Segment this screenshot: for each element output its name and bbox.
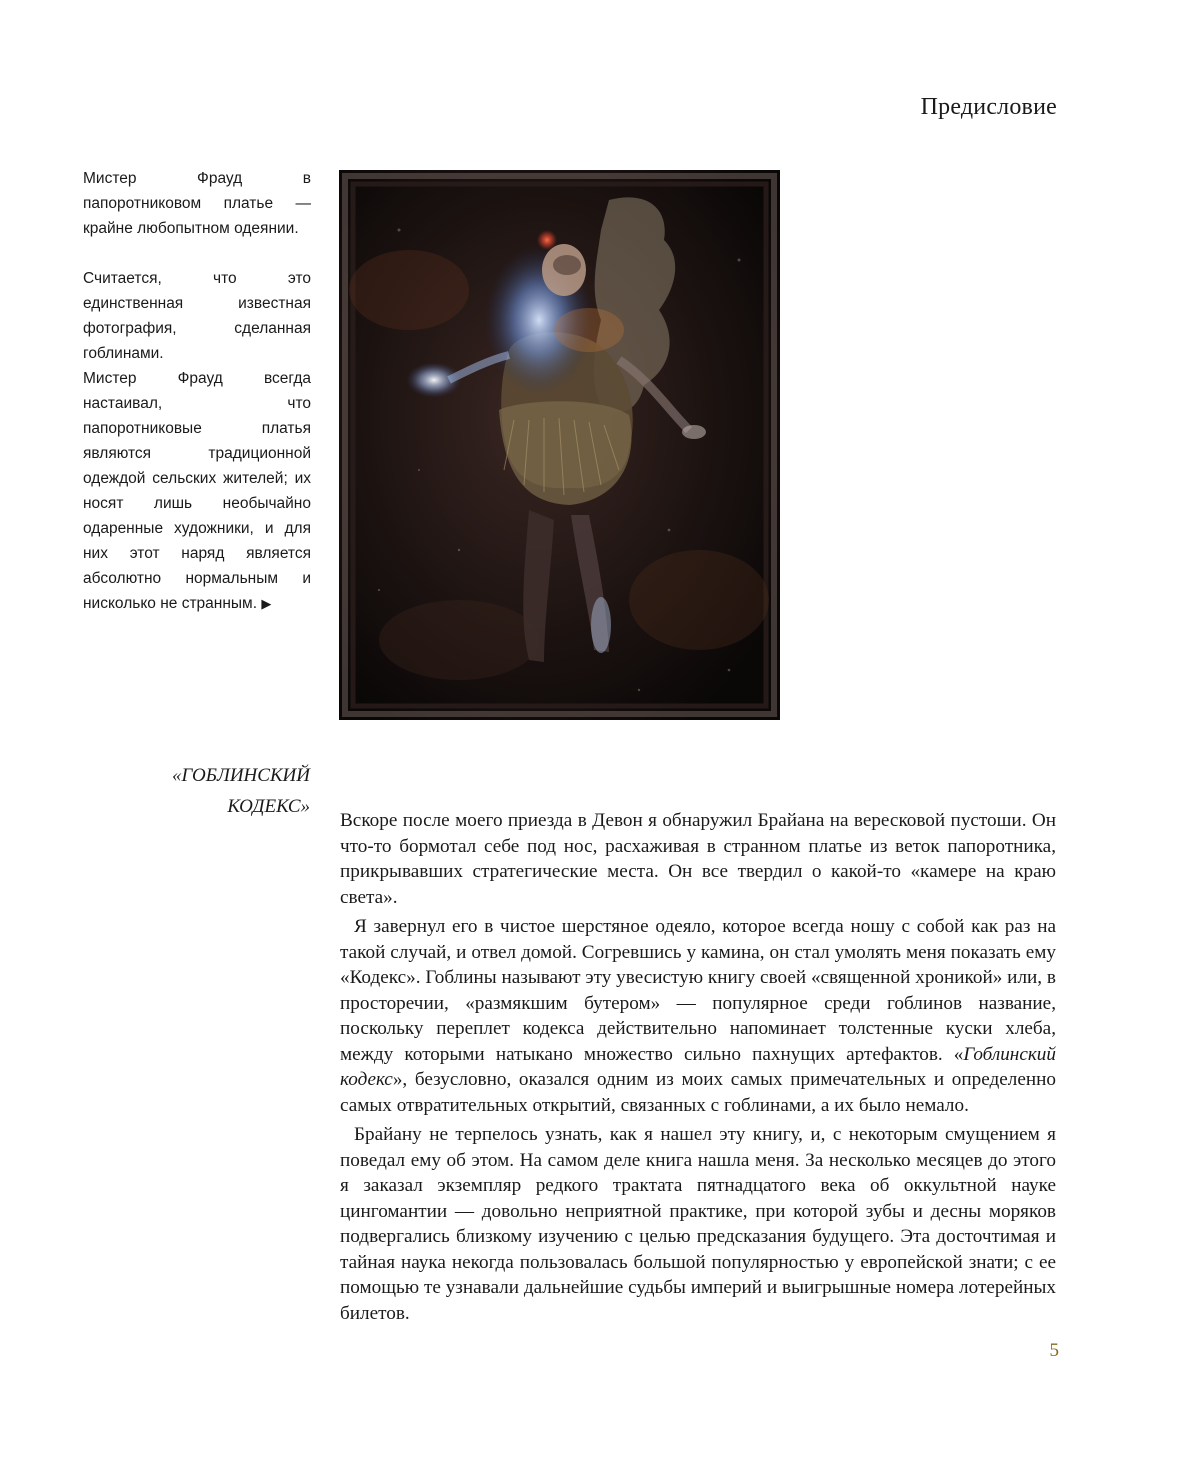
- page-number: 5: [1049, 1340, 1059, 1361]
- body-paragraph: [340, 914, 1056, 1118]
- body-paragraph-text: », безусловно, оказался одним из моих самых примечательных и определенно самых отвратительных открытий, связанных с гоблинами, а их было немало.: [340, 1069, 1056, 1116]
- body-paragraph-text: Я завернул его в чистое шерстяное одеяло, которое всегда ношу с собой как раз на такой случай, и отвел домой. Согревшись у камина, он стал умолять меня показать ему «Кодекс». Гоблины называют эту увесистую книгу своей «священной хроникой» или, в просторечии, «размякшим бутером» — популярное среди гоблинов название, поскольку переплет кодекса действительно напоминает толстенные куски хлеба, между которыми натыкано множество сильно пахнущих артефактов. «: [340, 916, 1056, 1065]
- section-heading-line: КОДЕКС»: [227, 796, 310, 817]
- caption-text: Мистер Фрауд всегда настаивал, что папоротниковые платья являются традиционной одеждой сельских жителей; их носят лишь необычайно одаренные художники, и для них этот наряд является абсолютно нормальным и нисколько не странным.: [83, 370, 311, 612]
- running-title: Предисловие: [920, 94, 1057, 120]
- section-heading-line: «ГОБЛИНСКИЙ: [171, 765, 310, 786]
- caption-paragraph: Считается, что это единственная известная фотография, сделанная гоблинами.: [83, 270, 311, 362]
- caption-paragraph: [83, 366, 311, 616]
- photograph-image: [339, 170, 780, 720]
- caption-paragraph: Мистер Фрауд в папоротниковом платье — крайне любопытном одеянии.: [83, 170, 311, 237]
- body-paragraph: Вскоре после моего приезда в Девон я обнаружил Брайана на вересковой пустоши. Он что-то бормотал себе под нос, расхаживая в странном платье из веток папоротника, прикрывавших стратегические места. Он все твердил о какой-то «камере на краю света».: [340, 810, 1056, 908]
- continue-arrow-icon: ▶: [261, 596, 272, 611]
- body-paragraph: Брайану не терпелось узнать, как я нашел эту книгу, и, с некоторым смущением я поведал ему об этом. На самом деле книга нашла меня. За несколько месяцев до этого я заказал экземпляр редкого трактата пятнадцатого века об оккультной науке цингомантии — довольно неприятной практике, при которой зубы и десны моряков подвергались близкому изучению с целью предсказания будущего. Эта досточтимая и тайная наука некогда пользовалась большой популярностью у европейской знати; с ее помощью те узнавали дальнейшие судьбы империй и выигрышные номера лотерейных билетов.: [340, 1124, 1056, 1324]
- fern-dress-photograph: [339, 170, 780, 720]
- photo-caption: [83, 166, 311, 616]
- body-text: [340, 808, 1056, 1326]
- section-heading: [120, 760, 310, 822]
- book-title-emphasis: Гоблинский кодекс: [340, 1043, 1056, 1090]
